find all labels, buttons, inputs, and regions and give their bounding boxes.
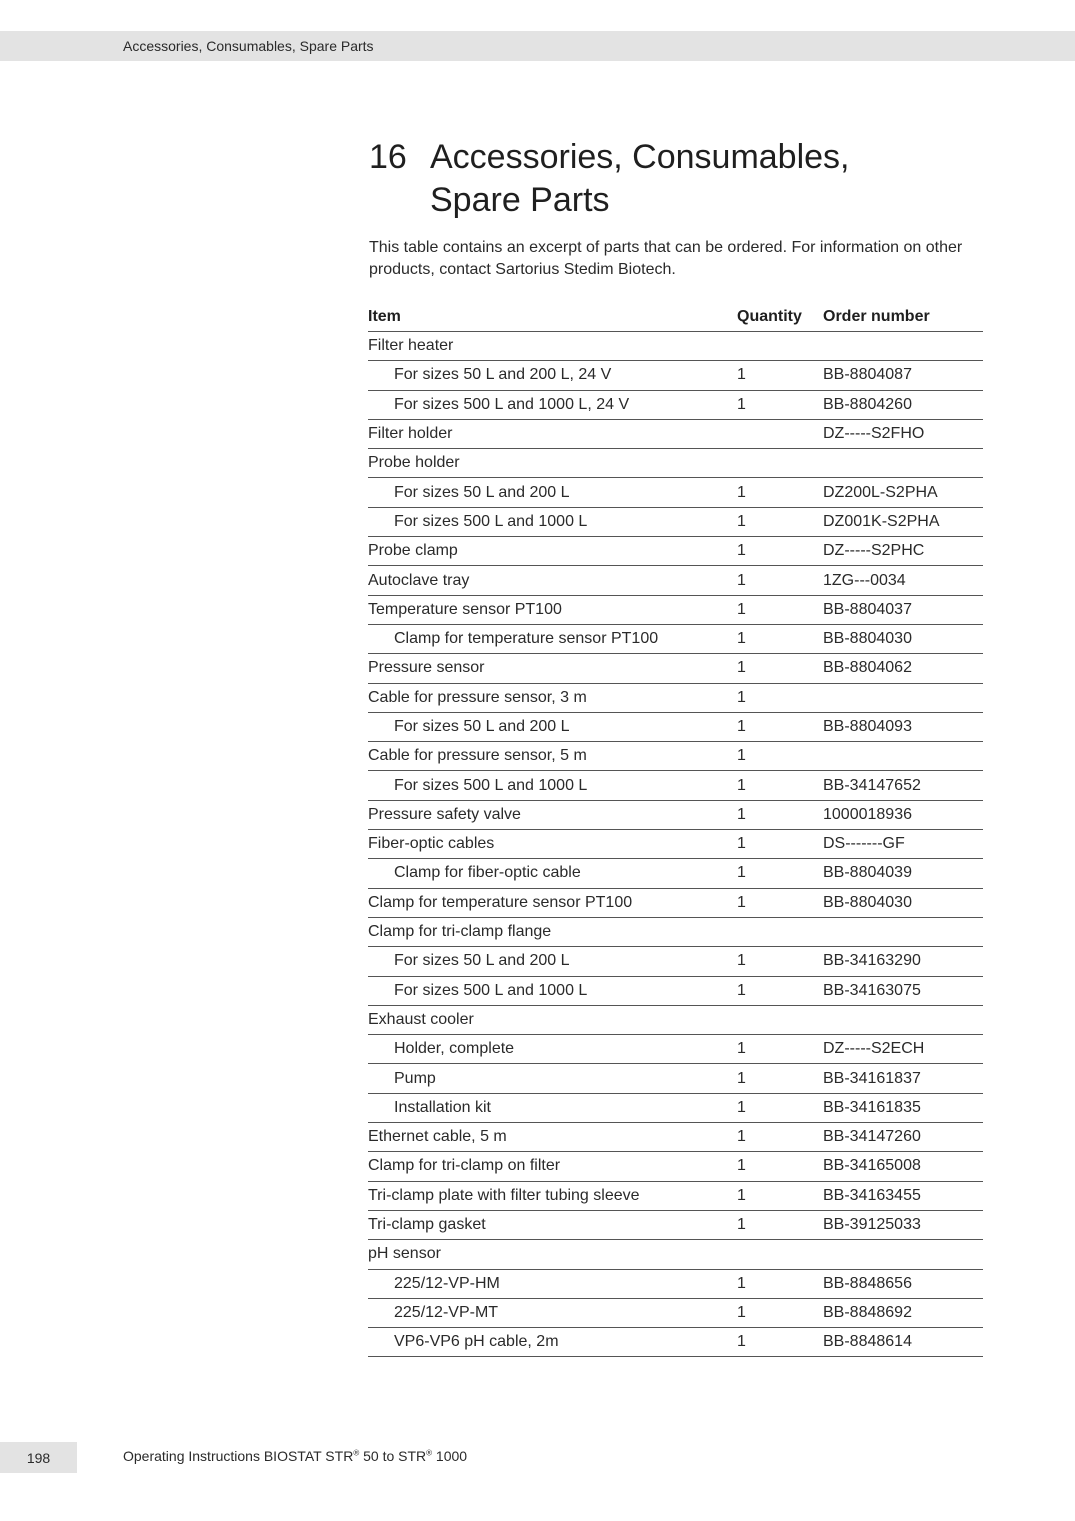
cell-order-number: BB-8848692 (823, 1298, 983, 1327)
footer-reg-mark-2: ® (426, 1448, 433, 1458)
table-row (368, 537, 983, 566)
cell-order-number: BB-8848614 (823, 1328, 983, 1357)
cell-order-number (823, 683, 983, 712)
cell-order-number (823, 742, 983, 771)
table-row (368, 449, 983, 478)
cell-quantity (737, 449, 823, 478)
cell-quantity: 1 (737, 830, 823, 859)
header-quantity: Quantity (737, 302, 823, 332)
cell-order-number: BB-34163075 (823, 976, 983, 1005)
cell-quantity: 1 (737, 1181, 823, 1210)
cell-item: For sizes 500 L and 1000 L (368, 976, 737, 1005)
cell-item: Probe clamp (368, 537, 737, 566)
cell-quantity: 1 (737, 1152, 823, 1181)
cell-quantity: 1 (737, 947, 823, 976)
table-row (368, 1035, 983, 1064)
cell-order-number: BB-34161835 (823, 1093, 983, 1122)
cell-quantity: 1 (737, 1035, 823, 1064)
cell-quantity (737, 332, 823, 361)
table-row (368, 1269, 983, 1298)
cell-item: Installation kit (368, 1093, 737, 1122)
cell-order-number: BB-8804030 (823, 888, 983, 917)
cell-order-number: DS-------GF (823, 830, 983, 859)
cell-quantity: 1 (737, 683, 823, 712)
cell-item: Autoclave tray (368, 566, 737, 595)
cell-order-number (823, 332, 983, 361)
cell-order-number: DZ-----S2PHC (823, 537, 983, 566)
chapter-title-line2: Spare Parts (430, 181, 610, 219)
table-row (368, 859, 983, 888)
table-row (368, 624, 983, 653)
cell-order-number: BB-34161837 (823, 1064, 983, 1093)
cell-item: Cable for pressure sensor, 3 m (368, 683, 737, 712)
footer-doc-mid: 50 to STR (359, 1448, 427, 1464)
cell-item: Filter holder (368, 419, 737, 448)
cell-order-number (823, 449, 983, 478)
cell-order-number: BB-8804062 (823, 654, 983, 683)
cell-quantity: 1 (737, 742, 823, 771)
cell-order-number: BB-8804037 (823, 595, 983, 624)
table-row (368, 1064, 983, 1093)
cell-quantity: 1 (737, 1328, 823, 1357)
footer-doc-prefix: Operating Instructions BIOSTAT STR (123, 1448, 354, 1464)
cell-quantity (737, 917, 823, 946)
table-row (368, 1240, 983, 1269)
table-row (368, 1328, 983, 1357)
cell-order-number (823, 1005, 983, 1034)
cell-item: For sizes 50 L and 200 L (368, 947, 737, 976)
cell-item: For sizes 500 L and 1000 L (368, 507, 737, 536)
cell-order-number: BB-39125033 (823, 1210, 983, 1239)
cell-quantity: 1 (737, 361, 823, 390)
cell-quantity: 1 (737, 390, 823, 419)
cell-order-number: BB-8848656 (823, 1269, 983, 1298)
table-row (368, 654, 983, 683)
cell-item: Pressure sensor (368, 654, 737, 683)
cell-quantity: 1 (737, 595, 823, 624)
cell-quantity: 1 (737, 1269, 823, 1298)
table-row (368, 947, 983, 976)
cell-quantity (737, 419, 823, 448)
running-header (0, 31, 1075, 61)
cell-quantity: 1 (737, 654, 823, 683)
cell-order-number (823, 917, 983, 946)
table-row (368, 332, 983, 361)
table-row (368, 1181, 983, 1210)
cell-item: Clamp for fiber-optic cable (368, 859, 737, 888)
cell-item: Filter heater (368, 332, 737, 361)
cell-order-number: BB-8804260 (823, 390, 983, 419)
table-body (368, 332, 983, 1357)
cell-item: Pump (368, 1064, 737, 1093)
header-item: Item (368, 302, 737, 332)
cell-quantity (737, 1005, 823, 1034)
cell-item: For sizes 50 L and 200 L (368, 712, 737, 741)
table-row (368, 478, 983, 507)
table-row (368, 595, 983, 624)
cell-order-number: DZ-----S2ECH (823, 1035, 983, 1064)
cell-order-number: DZ001K-S2PHA (823, 507, 983, 536)
table-row (368, 1210, 983, 1239)
cell-order-number: BB-8804093 (823, 712, 983, 741)
cell-item: Pressure safety valve (368, 800, 737, 829)
cell-item: Clamp for tri-clamp on filter (368, 1152, 737, 1181)
table-row (368, 742, 983, 771)
cell-item: Clamp for tri-clamp flange (368, 917, 737, 946)
cell-order-number: 1000018936 (823, 800, 983, 829)
cell-order-number: BB-8804039 (823, 859, 983, 888)
table-row (368, 507, 983, 536)
cell-quantity: 1 (737, 1093, 823, 1122)
cell-quantity: 1 (737, 1123, 823, 1152)
cell-item: Fiber-optic cables (368, 830, 737, 859)
intro-paragraph: This table contains an excerpt of parts that can be ordered. For information on other products, contact Sartorius Stedim Biotech. (369, 239, 963, 278)
cell-item: 225/12-VP-HM (368, 1269, 737, 1298)
table-row (368, 1093, 983, 1122)
cell-quantity: 1 (737, 566, 823, 595)
cell-order-number: BB-34163290 (823, 947, 983, 976)
cell-quantity: 1 (737, 537, 823, 566)
cell-item: Temperature sensor PT100 (368, 595, 737, 624)
cell-order-number: DZ-----S2FHO (823, 419, 983, 448)
chapter-title (430, 136, 950, 222)
table-row (368, 390, 983, 419)
footer-doc-suffix: 1000 (432, 1448, 468, 1464)
cell-item: pH sensor (368, 1240, 737, 1269)
chapter-number: 16 (369, 138, 407, 176)
cell-item: For sizes 500 L and 1000 L, 24 V (368, 390, 737, 419)
table-row (368, 419, 983, 448)
table-row (368, 712, 983, 741)
page-number: 198 (0, 1442, 77, 1473)
table-header-row (368, 302, 983, 332)
cell-quantity: 1 (737, 800, 823, 829)
table-row (368, 1123, 983, 1152)
cell-quantity: 1 (737, 976, 823, 1005)
cell-order-number: BB-34165008 (823, 1152, 983, 1181)
cell-item: Tri-clamp gasket (368, 1210, 737, 1239)
cell-quantity (737, 1240, 823, 1269)
cell-quantity: 1 (737, 507, 823, 536)
table-row (368, 1005, 983, 1034)
cell-order-number: BB-34163455 (823, 1181, 983, 1210)
cell-item: Ethernet cable, 5 m (368, 1123, 737, 1152)
chapter-title-line1: Accessories, Consumables, (430, 138, 850, 176)
table-row (368, 800, 983, 829)
cell-quantity: 1 (737, 888, 823, 917)
cell-item: Clamp for temperature sensor PT100 (368, 624, 737, 653)
table-row (368, 566, 983, 595)
cell-item: Clamp for temperature sensor PT100 (368, 888, 737, 917)
table-row (368, 771, 983, 800)
cell-quantity: 1 (737, 859, 823, 888)
table-row (368, 830, 983, 859)
cell-order-number: BB-8804030 (823, 624, 983, 653)
cell-quantity: 1 (737, 712, 823, 741)
header-order-number: Order number (823, 302, 983, 332)
cell-item: Probe holder (368, 449, 737, 478)
cell-item: Tri-clamp plate with filter tubing sleeve (368, 1181, 737, 1210)
cell-order-number: DZ200L-S2PHA (823, 478, 983, 507)
cell-item: Holder, complete (368, 1035, 737, 1064)
cell-order-number: BB-8804087 (823, 361, 983, 390)
cell-quantity: 1 (737, 1298, 823, 1327)
cell-item: For sizes 50 L and 200 L, 24 V (368, 361, 737, 390)
footer-doc-title (123, 1448, 467, 1464)
cell-quantity: 1 (737, 771, 823, 800)
running-title: Accessories, Consumables, Spare Parts (123, 38, 374, 54)
cell-item: Cable for pressure sensor, 5 m (368, 742, 737, 771)
cell-quantity: 1 (737, 478, 823, 507)
cell-order-number: BB-34147260 (823, 1123, 983, 1152)
cell-item: 225/12-VP-MT (368, 1298, 737, 1327)
cell-item: Exhaust cooler (368, 1005, 737, 1034)
cell-order-number: 1ZG---0034 (823, 566, 983, 595)
table-row (368, 361, 983, 390)
table-row (368, 917, 983, 946)
cell-order-number (823, 1240, 983, 1269)
table-row (368, 683, 983, 712)
table-row (368, 976, 983, 1005)
cell-item: For sizes 500 L and 1000 L (368, 771, 737, 800)
parts-table (368, 302, 983, 1357)
cell-order-number: BB-34147652 (823, 771, 983, 800)
table-row (368, 1298, 983, 1327)
table-row (368, 1152, 983, 1181)
cell-quantity: 1 (737, 624, 823, 653)
footer-reg-mark-1: ® (353, 1448, 360, 1458)
cell-item: For sizes 50 L and 200 L (368, 478, 737, 507)
cell-quantity: 1 (737, 1064, 823, 1093)
cell-item: VP6-VP6 pH cable, 2m (368, 1328, 737, 1357)
cell-quantity: 1 (737, 1210, 823, 1239)
table-row (368, 888, 983, 917)
